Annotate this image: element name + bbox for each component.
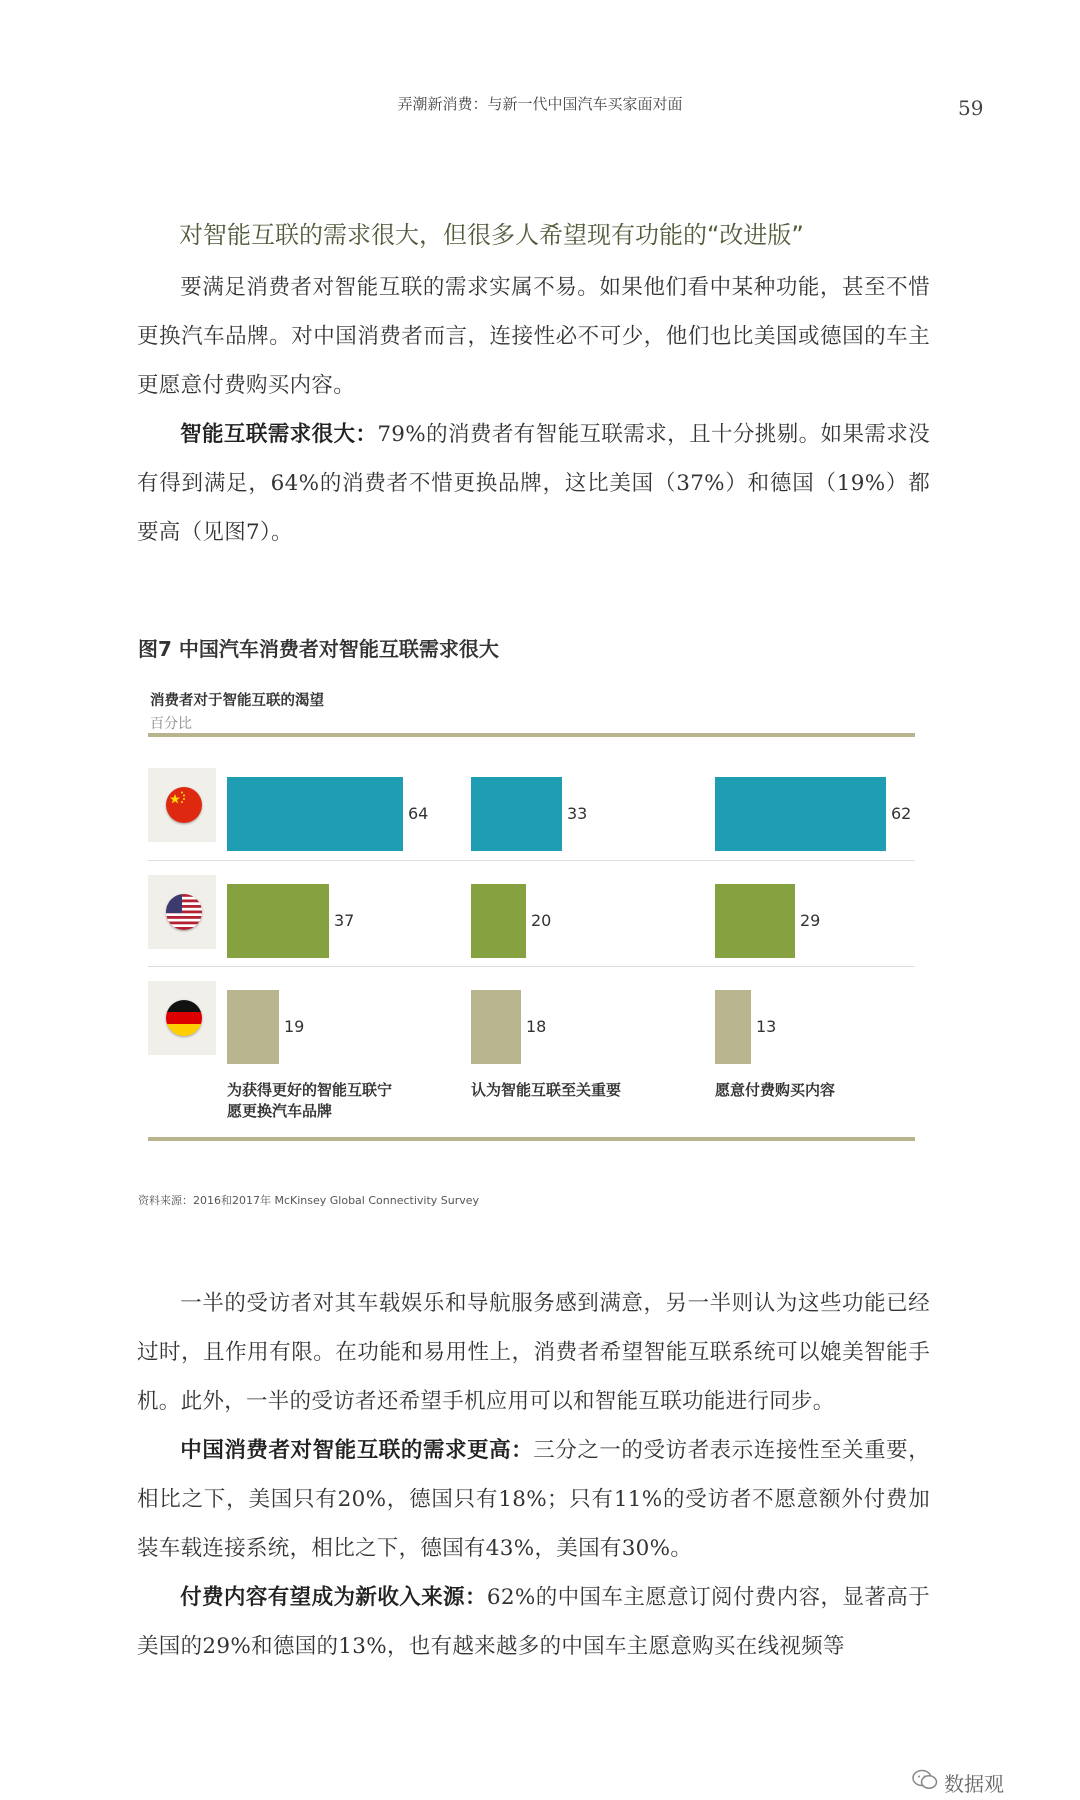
bar-value-label: 29 — [800, 911, 821, 930]
flag-box-germany — [148, 981, 216, 1055]
bar-china-0 — [227, 777, 403, 851]
section-heading: 对智能互联的需求很大，但很多人希望现有功能的“改进版” — [179, 221, 804, 249]
paragraph-2-bold: 智能互联需求很大： — [180, 422, 378, 447]
bar-value-label: 62 — [891, 804, 912, 823]
source-note: 资料来源：2016和2017年 McKinsey Global Connectivity Survey — [138, 1194, 480, 1207]
watermark — [912, 1768, 1004, 1797]
figure-title: 图7 中国汽车消费者对智能互联需求很大 — [138, 637, 499, 661]
bar-china-2 — [715, 777, 886, 851]
row-separator — [148, 966, 915, 967]
paragraph-1-text: 要满足消费者对智能互联的需求实属不易。如果他们看中某种功能，甚至不惜更换汽车品牌。对中国消费者而言，连接性必不可少，他们也比美国或德国的车主更愿意付费购买内容。 — [137, 275, 930, 398]
bar-value-label: 18 — [526, 1017, 547, 1036]
chart-top-rule — [148, 733, 915, 737]
paragraph-3 — [137, 1279, 930, 1426]
paragraph-1 — [137, 263, 930, 410]
page-header-title: 弄潮新消费：与新一代中国汽车买家面对面 — [397, 95, 683, 113]
bar-value-label: 37 — [334, 911, 355, 930]
paragraph-5-bold: 付费内容有望成为新收入来源： — [180, 1585, 487, 1610]
paragraph-4 — [137, 1426, 930, 1573]
bar-germany-1 — [471, 990, 521, 1064]
paragraph-5 — [137, 1573, 930, 1671]
wechat-icon — [912, 1769, 938, 1796]
bar-usa-2 — [715, 884, 795, 958]
bar-value-label: 33 — [567, 804, 588, 823]
bar-value-label: 20 — [531, 911, 552, 930]
category-label: 愿意付费购买内容 — [715, 1081, 836, 1099]
flag-box-china — [148, 768, 216, 842]
flag-box-usa — [148, 875, 216, 949]
page-number: 59 — [958, 96, 984, 120]
category-label: 为获得更好的智能互联宁 愿更换汽车品牌 — [227, 1081, 393, 1120]
bar-usa-1 — [471, 884, 526, 958]
china-flag-icon — [166, 787, 202, 823]
germany-flag-icon — [166, 1000, 202, 1036]
bar-value-label: 64 — [408, 804, 429, 823]
chart-bottom-rule — [148, 1137, 915, 1141]
bar-value-label: 13 — [756, 1017, 777, 1036]
bar-china-1 — [471, 777, 562, 851]
paragraph-2-text: 79%的消费者有智能互联需求，且十分挑剔。如果需求没有得到满足，64%的消费者不惜更换品牌，这比美国（37%）和德国（19%）都要高（见图7）。 — [137, 422, 930, 545]
paragraph-4-bold: 中国消费者对智能互联的需求更高： — [180, 1438, 534, 1463]
category-label: 认为智能互联至关重要 — [471, 1081, 622, 1099]
usa-flag-icon — [166, 894, 202, 930]
bar-value-label: 19 — [284, 1017, 305, 1036]
bar-usa-0 — [227, 884, 329, 958]
watermark-text: 数据观 — [944, 1772, 1004, 1796]
row-separator — [148, 860, 915, 861]
chart-unit: 百分比 — [150, 716, 192, 732]
paragraph-2 — [137, 410, 930, 557]
paragraph-4-text: 三分之一的受访者表示连接性至关重要，相比之下，美国只有20%，德国只有18%；只有11%的受访者不愿意额外付费加装车载连接系统，相比之下，德国有43%，美国有30%。 — [137, 1438, 930, 1561]
chart-subtitle: 消费者对于智能互联的渴望 — [150, 692, 324, 709]
paragraph-5-text: 62%的中国车主愿意订阅付费内容，显著高于美国的29%和德国的13%，也有越来越多的中国车主愿意购买在线视频等 — [137, 1585, 930, 1659]
paragraph-3-text: 一半的受访者对其车载娱乐和导航服务感到满意，另一半则认为这些功能已经过时，且作用有限。在功能和易用性上，消费者希望智能互联系统可以媲美智能手机。此外，一半的受访者还希望手机应用可以和智能互联功能进行同步。 — [137, 1291, 930, 1414]
bar-germany-0 — [227, 990, 279, 1064]
bar-germany-2 — [715, 990, 751, 1064]
